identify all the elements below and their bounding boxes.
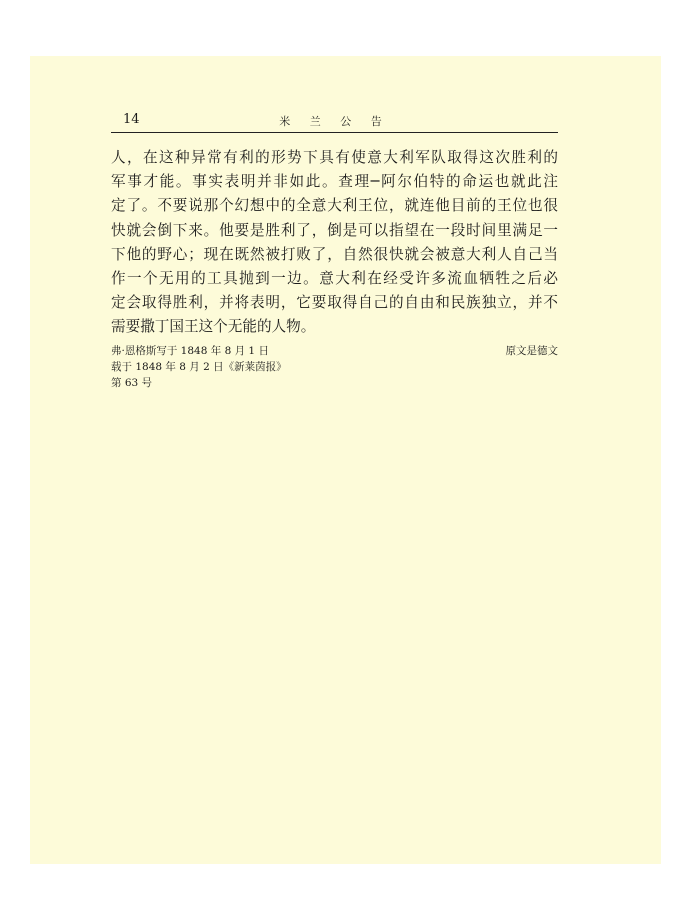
text-line: 军事才能。事实表明并非如此。查理─阿尔伯特的命运也就此注: [111, 173, 558, 191]
text-line: 下他的野心；现在既然被打败了，自然很快就会被意大利人自己当: [111, 245, 558, 263]
text-line: 人，在这种异常有利的形势下具有使意大利军队取得这次胜利的: [111, 149, 558, 166]
original-language-note: 原文是德文: [505, 345, 558, 357]
text-line: 快就会倒下来。他要是胜利了，倒是可以指望在一段时间里满足一: [111, 221, 558, 239]
body-paragraph: [111, 146, 558, 340]
running-title: 米 兰 公 告: [279, 115, 390, 128]
text-line: 需要撒丁国王这个无能的人物。: [111, 318, 316, 336]
text-line: 定会取得胜利，并将表明，它要取得自己的自由和民族独立，并不: [111, 294, 558, 312]
text-line: 作一个无用的工具抛到一边。意大利在经受许多流血牺牲之后必: [111, 270, 558, 288]
source-note: [111, 343, 558, 391]
publication-info: 载于 1848 年 8 月 2 日《新莱茵报》: [111, 361, 287, 373]
written-date: 弗·恩格斯写于 1848 年 8 月 1 日: [111, 345, 269, 357]
text-line: 定了。不要说那个幻想中的全意大利王位，就连他目前的王位也很: [111, 197, 558, 215]
running-header: [111, 112, 558, 133]
page-number: 14: [123, 112, 140, 127]
issue-number: 第 63 号: [111, 377, 153, 389]
